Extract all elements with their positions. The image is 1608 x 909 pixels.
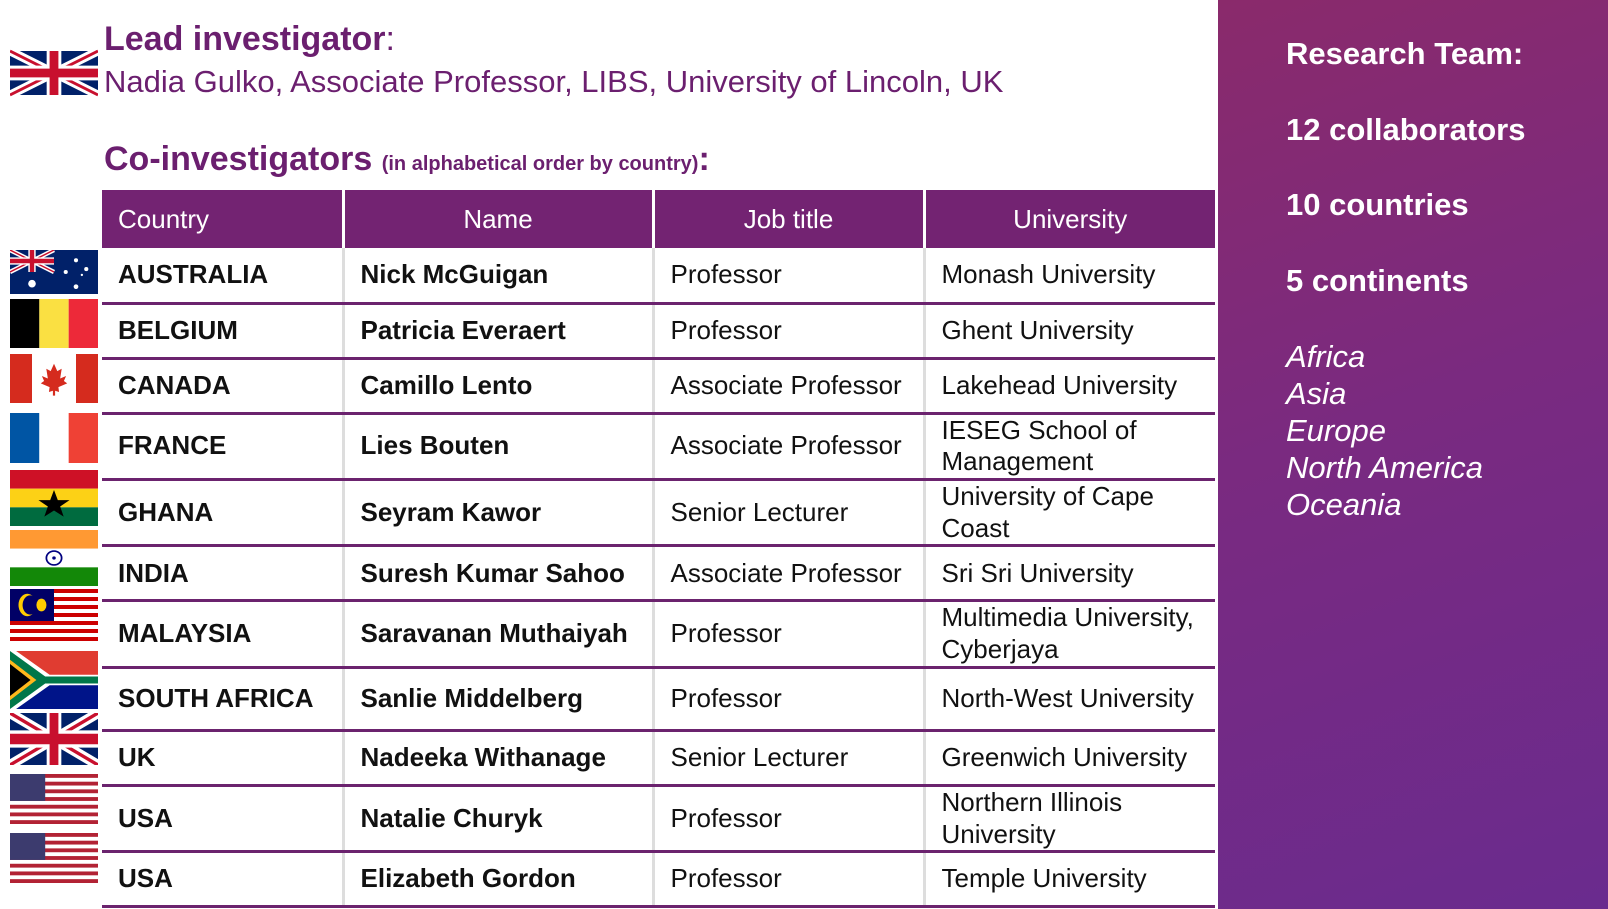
lead-investigator-heading: Lead investigator:: [104, 20, 395, 58]
table-row: [102, 852, 1215, 907]
continent-item: Oceania: [1286, 487, 1402, 522]
belgium-flag-icon: [10, 299, 98, 348]
job-title-cell: Associate Professor: [653, 413, 924, 479]
country-cell: GHANA: [102, 479, 343, 545]
continent-item: Europe: [1286, 413, 1386, 448]
co-investigators-heading: Co-investigators (in alphabetical order by country):: [104, 140, 710, 178]
continent-item: North America: [1286, 450, 1483, 485]
column-header-job-title: Job title: [653, 190, 924, 248]
university-cell: Multimedia University, Cyberjaya: [924, 601, 1215, 667]
country-cell: UK: [102, 730, 343, 785]
country-cell: INDIA: [102, 546, 343, 601]
name-cell: Elizabeth Gordon: [343, 852, 653, 907]
research-team-panel: [1218, 0, 1608, 909]
canada-flag-icon: [10, 354, 98, 403]
name-cell: Suresh Kumar Sahoo: [343, 546, 653, 601]
usa-flag-icon: [10, 774, 98, 824]
continent-item: Africa: [1286, 339, 1366, 374]
table-row: [102, 667, 1215, 730]
university-cell: Greenwich University: [924, 730, 1215, 785]
name-cell: Seyram Kawor: [343, 479, 653, 545]
table-row: [102, 785, 1215, 851]
name-cell: Camillo Lento: [343, 358, 653, 413]
country-cell: SOUTH AFRICA: [102, 667, 343, 730]
university-cell: Lakehead University: [924, 358, 1215, 413]
co-investigators-table: [102, 190, 1215, 908]
name-cell: Natalie Churyk: [343, 785, 653, 851]
table-row: [102, 413, 1215, 479]
job-title-cell: Senior Lecturer: [653, 479, 924, 545]
job-title-cell: Associate Professor: [653, 546, 924, 601]
country-cell: USA: [102, 852, 343, 907]
country-cell: BELGIUM: [102, 303, 343, 358]
france-flag-icon: [10, 413, 98, 463]
table-row: [102, 601, 1215, 667]
job-title-cell: Professor: [653, 785, 924, 851]
job-title-cell: Professor: [653, 248, 924, 303]
country-cell: USA: [102, 785, 343, 851]
university-cell: North-West University: [924, 667, 1215, 730]
column-header-country: Country: [102, 190, 343, 248]
table-row: [102, 303, 1215, 358]
australia-flag-icon: [10, 250, 98, 294]
job-title-cell: Professor: [653, 667, 924, 730]
research-team-title: Research Team:: [1286, 36, 1524, 71]
country-cell: AUSTRALIA: [102, 248, 343, 303]
job-title-cell: Senior Lecturer: [653, 730, 924, 785]
university-cell: IESEG School of Management: [924, 413, 1215, 479]
name-cell: Nadeeka Withanage: [343, 730, 653, 785]
name-cell: Lies Bouten: [343, 413, 653, 479]
name-cell: Saravanan Muthaiyah: [343, 601, 653, 667]
lead-investigator-name: Nadia Gulko, Associate Professor, LIBS, University of Lincoln, UK: [104, 64, 1004, 99]
name-cell: Nick McGuigan: [343, 248, 653, 303]
university-cell: Ghent University: [924, 303, 1215, 358]
table-row: [102, 479, 1215, 545]
country-cell: MALAYSIA: [102, 601, 343, 667]
name-cell: Sanlie Middelberg: [343, 667, 653, 730]
name-cell: Patricia Everaert: [343, 303, 653, 358]
job-title-cell: Professor: [653, 303, 924, 358]
continents-count: 5 continents: [1286, 263, 1469, 298]
malaysia-flag-icon: [10, 589, 98, 645]
india-flag-icon: [10, 530, 98, 586]
job-title-cell: Associate Professor: [653, 358, 924, 413]
table-row: [102, 248, 1215, 303]
uk-flag-icon: [10, 713, 98, 765]
table-row: [102, 358, 1215, 413]
table-header-row: [102, 190, 1215, 248]
continent-item: Asia: [1286, 376, 1347, 411]
job-title-cell: Professor: [653, 852, 924, 907]
uk-flag-icon: [10, 46, 98, 100]
university-cell: Temple University: [924, 852, 1215, 907]
country-cell: CANADA: [102, 358, 343, 413]
ghana-flag-icon: [10, 470, 98, 526]
job-title-cell: Professor: [653, 601, 924, 667]
south-africa-flag-icon: [10, 651, 98, 709]
table-row: [102, 730, 1215, 785]
column-header-university: University: [924, 190, 1215, 248]
collaborators-count: 12 collaborators: [1286, 112, 1526, 147]
university-cell: Monash University: [924, 248, 1215, 303]
countries-count: 10 countries: [1286, 187, 1469, 222]
university-cell: Sri Sri University: [924, 546, 1215, 601]
table-row: [102, 546, 1215, 601]
usa-flag-icon: [10, 833, 98, 883]
university-cell: University of Cape Coast: [924, 479, 1215, 545]
country-cell: FRANCE: [102, 413, 343, 479]
university-cell: Northern Illinois University: [924, 785, 1215, 851]
column-header-name: Name: [343, 190, 653, 248]
